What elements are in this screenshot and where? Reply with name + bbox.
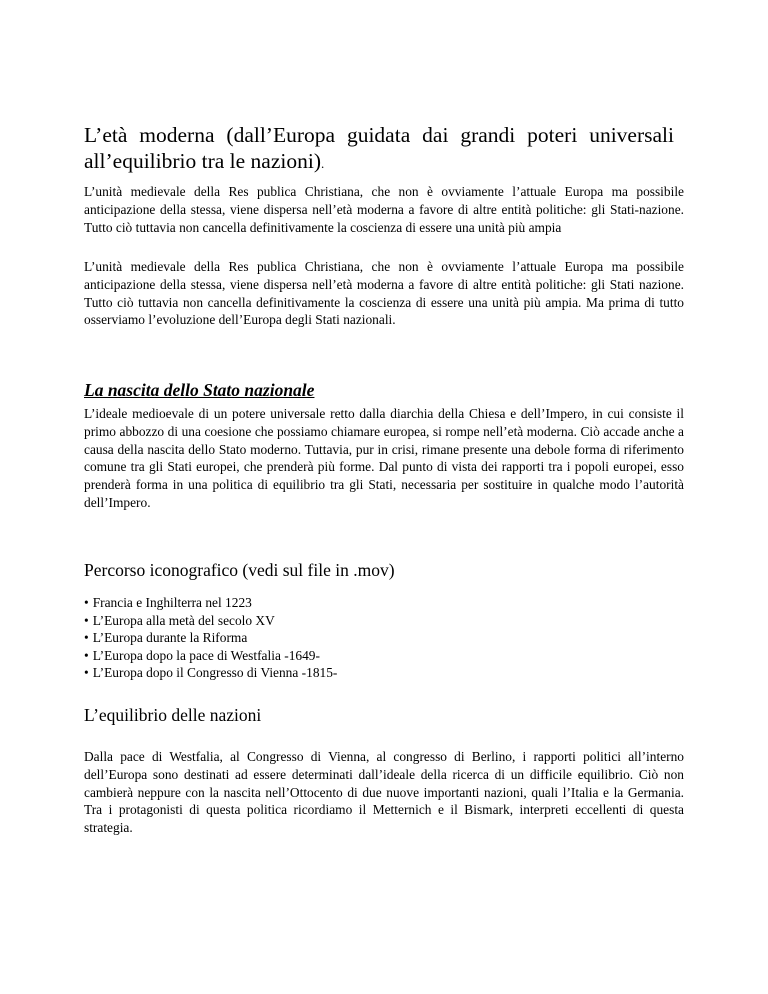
intro-paragraph-2: L’unità medievale della Res publica Christiana, che non è ovviamente l’attuale Europa ma possibile anticipazione della stessa, viene dispersa nell’età moderna a favore di altre entità politiche: gli Stati nazione. Tutto ciò tuttavia non cancella definitivamente la coscienza di essere una unità più ampia. Ma prima di tutto osserviamo l’evoluzione dell’Europa degli Stati nazionali.	[84, 259, 684, 328]
document-title	[84, 122, 674, 177]
list-item: • L’Europa dopo la pace di Westfalia -1649-	[84, 647, 337, 665]
section-text-nascita: L’ideale medioevale di un potere universale retto dalla diarchia della Chiesa e dell’Impero, in cui consiste il primo abbozzo di una coesione che possiamo chiamare europea, si rompe nell’età moderna. Ciò accade anche a causa della nascita dello Stato moderno. Tuttavia, pur in crisi, rimane presente una debole forma di riferimento comune tra gli Stati europei, che prenderà più forme. Dal punto di vista dei rapporti tra i popoli europei, esso prenderà forma in una politica di equilibrio tra gli Stati, necessaria per sostituire in qualche modo l’autorità dell’Impero.	[84, 406, 684, 510]
list-item: • L’Europa dopo il Congresso di Vienna -1815-	[84, 664, 337, 682]
list-item: • L’Europa alla metà del secolo XV	[84, 612, 337, 630]
section-text-equilibrio: Dalla pace di Westfalia, al Congresso di Vienna, al congresso di Berlino, i rapporti politici all’interno dell’Europa sono destinati ad essere determinati dall’ideale della ricerca di un difficile equilibrio. Ciò non cambierà neppure con la nascita nell’Ottocento di due nuove importanti nazioni, quali l’Italia e la Germania. Tra i protagonisti di questa politica ricordiamo il Metternich e il Bismark, interpreti eccellenti di questa strategia.	[84, 749, 684, 836]
list-item: • Francia e Inghilterra nel 1223	[84, 594, 337, 612]
list-item: • L’Europa durante la Riforma	[84, 629, 337, 647]
iconographic-list	[84, 594, 337, 682]
intro-paragraph-1: L’unità medievale della Res publica Christiana, che non è ovviamente l’attuale Europa ma possibile anticipazione della stessa, viene dispersa nell’età moderna a favore di altre entità politiche: gli Stati-nazione. Tutto ciò tuttavia non cancella definitivamente la coscienza di essere una unità più ampia	[84, 184, 684, 235]
section-heading-percorso: Percorso iconografico (vedi sul file in .mov)	[84, 560, 395, 580]
title-text: L’età moderna (dall’Europa guidata dai grandi poteri universali all’equilibrio tra le nazioni)	[84, 123, 674, 173]
section-heading-equilibrio: L’equilibrio delle nazioni	[84, 705, 262, 725]
title-period: .	[321, 156, 325, 171]
section-heading-nascita: La nascita dello Stato nazionale	[84, 380, 315, 400]
